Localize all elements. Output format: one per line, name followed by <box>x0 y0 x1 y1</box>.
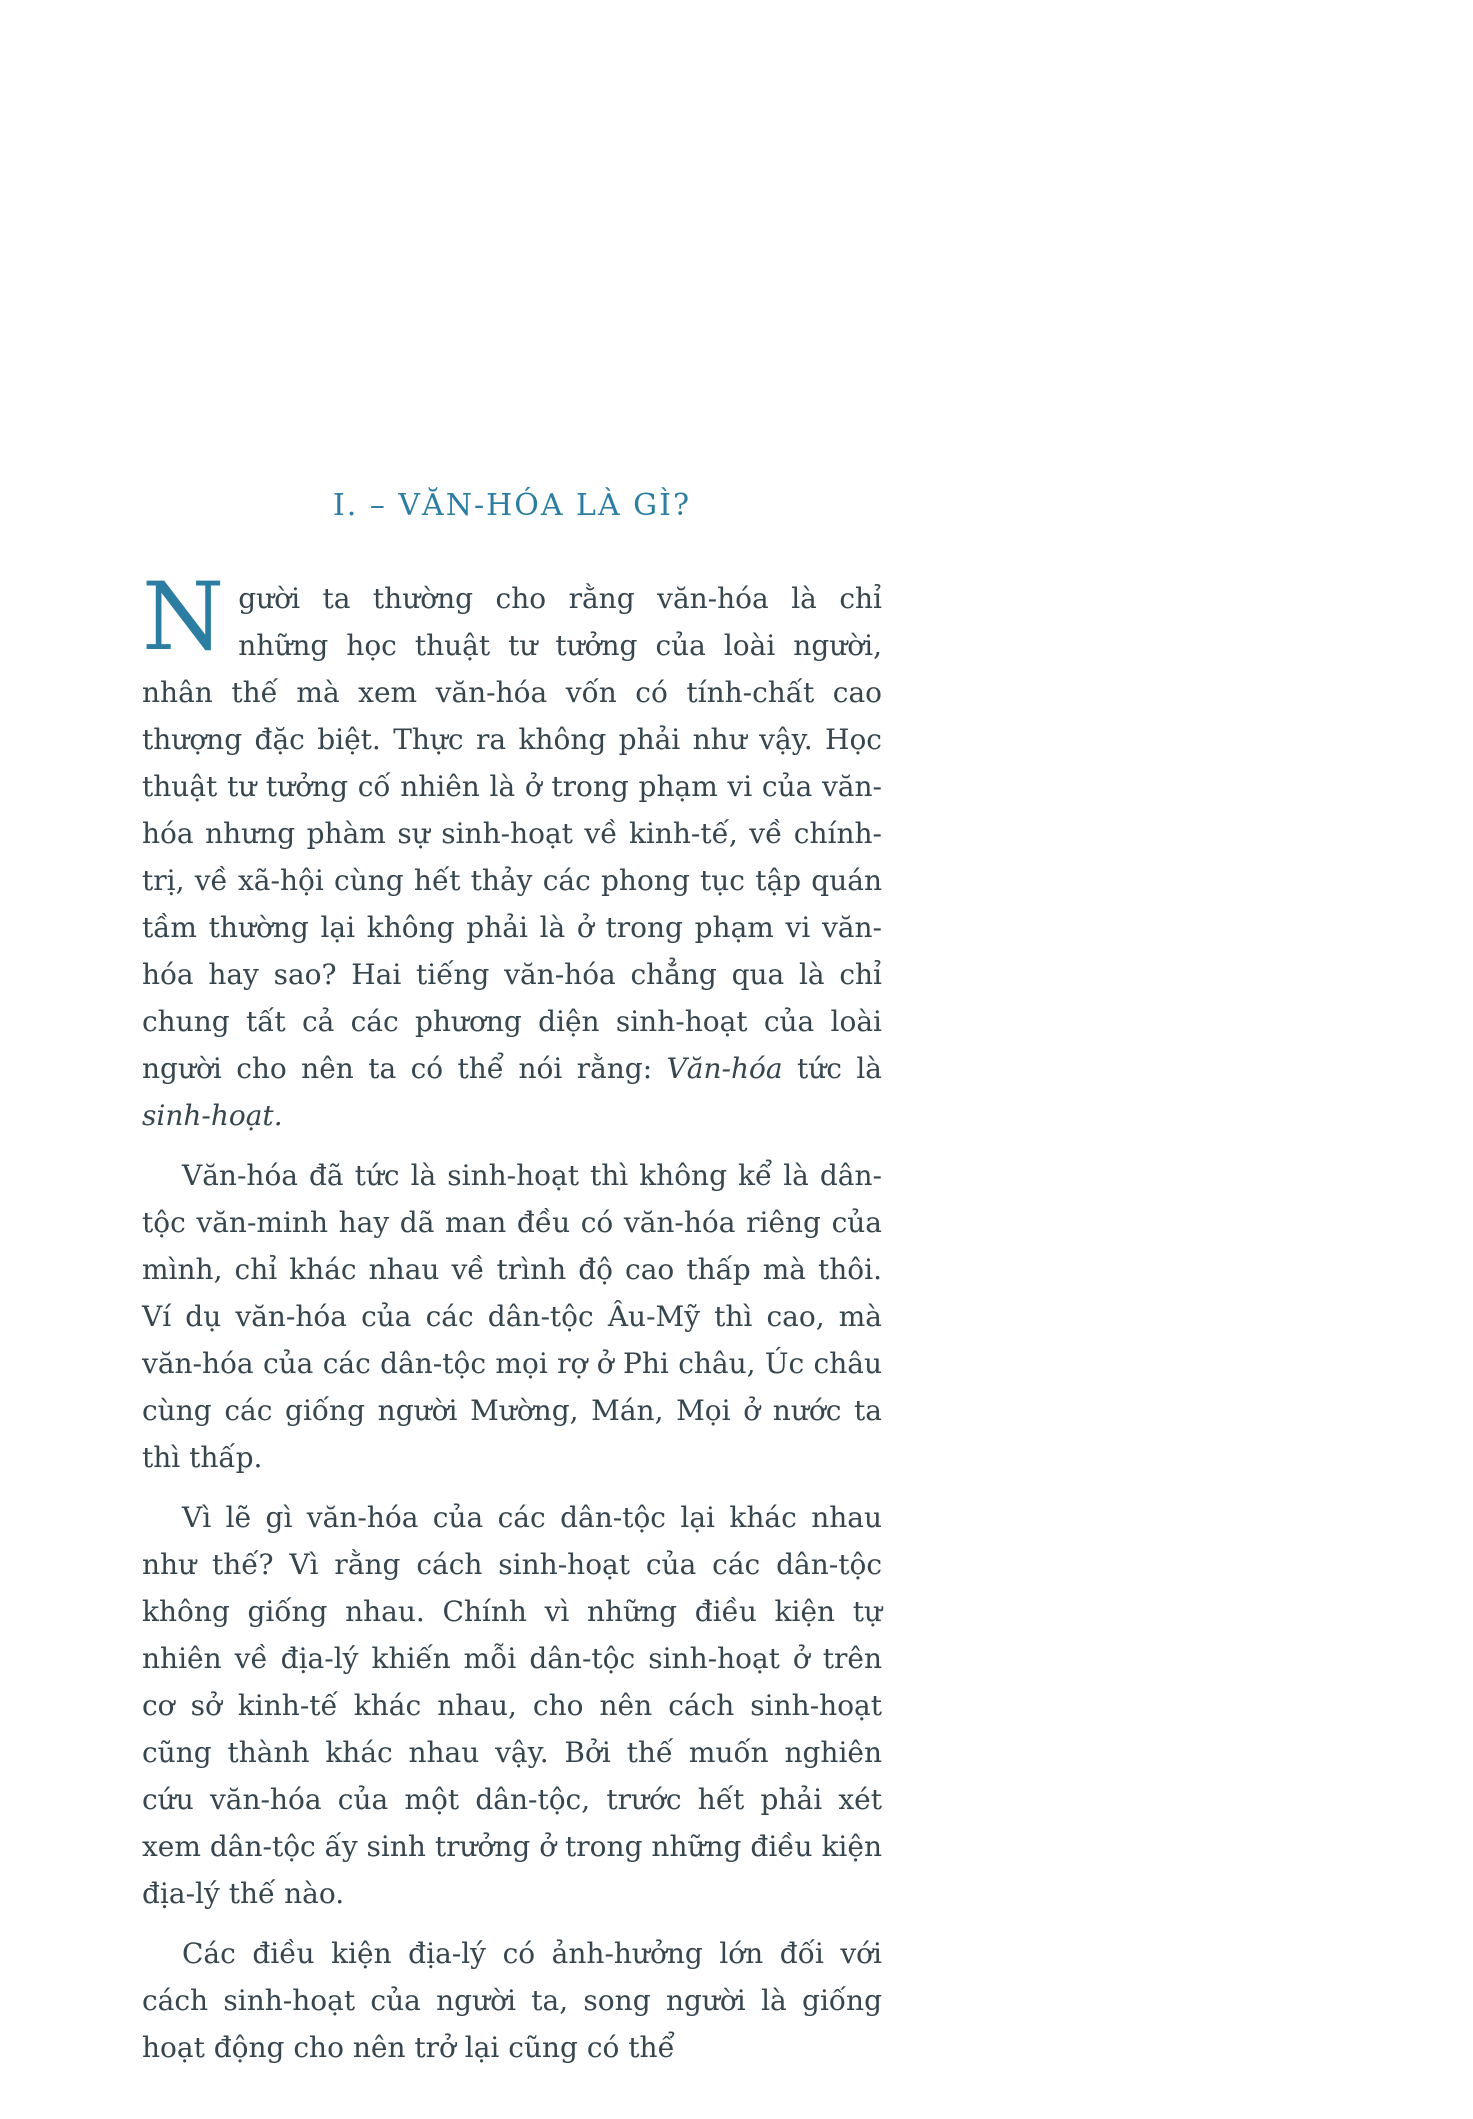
body-text: tức là <box>782 1052 883 1085</box>
body-text: Văn-hóa đã tức là sinh-hoạt thì không kể là dân-tộc văn-minh hay dã man đều có văn-hóa riêng của mình, chỉ khác nhau về trình độ cao thấp mà thôi. Ví dụ văn-hóa của các dân-tộc Âu-Mỹ thì cao, mà văn-hóa của các dân-tộc mọi rợ ở Phi châu, Úc châu cùng các giống người Mường, Mán, Mọi ở nước ta thì thấp. <box>142 1159 882 1474</box>
italic-text: Văn-hóa <box>666 1052 783 1085</box>
paragraph-3 <box>142 1494 882 1917</box>
body-text: Vì lẽ gì văn-hóa của các dân-tộc lại khác nhau như thế? Vì rằng cách sinh-hoạt của các dân-tộc không giống nhau. Chính vì những điều kiện tự nhiên về địa-lý khiến mỗi dân-tộc sinh-hoạt ở trên cơ sở kinh-tế khác nhau, cho nên cách sinh-hoạt cũng thành khác nhau vậy. Bởi thế muốn nghiên cứu văn-hóa của một dân-tộc, trước hết phải xét xem dân-tộc ấy sinh trưởng ở trong những điều kiện địa-lý thế nào. <box>142 1501 882 1910</box>
drop-cap: N <box>142 563 225 672</box>
paragraphs <box>142 563 883 2071</box>
paragraph-4 <box>142 1930 882 2071</box>
body-text: Các điều kiện địa-lý có ảnh-hưởng lớn đối với cách sinh-hoạt của người ta, song người là giống hoạt động cho nên trở lại cũng có thể <box>142 1937 882 2064</box>
italic-text: sinh-hoạt. <box>142 1099 283 1132</box>
paragraph-2 <box>142 1152 882 1481</box>
section-title: I. – VĂN-HÓA LÀ GÌ? <box>332 488 692 523</box>
body-text: gười ta thường cho rằng văn-hóa là chỉ những học thuật tư tưởng của loài người, nhân thế mà xem văn-hóa vốn có tính-chất cao thượng đặc biệt. Thực ra không phải như vậy. Học thuật tư tưởng cố nhiên là ở trong phạm vi của văn-hóa nhưng phàm sự sinh-hoạt về kinh-tế, về chính-trị, về xã-hội cùng hết thảy các phong tục tập quán tầm thường lại không phải là ở trong phạm vi văn-hóa hay sao? Hai tiếng văn-hóa chẳng qua là chỉ chung tất cả các phương diện sinh-hoạt của loài người cho nên ta có thể nói rằng: <box>142 582 882 1085</box>
paragraph-1 <box>142 563 883 1139</box>
text-block <box>142 488 882 2084</box>
